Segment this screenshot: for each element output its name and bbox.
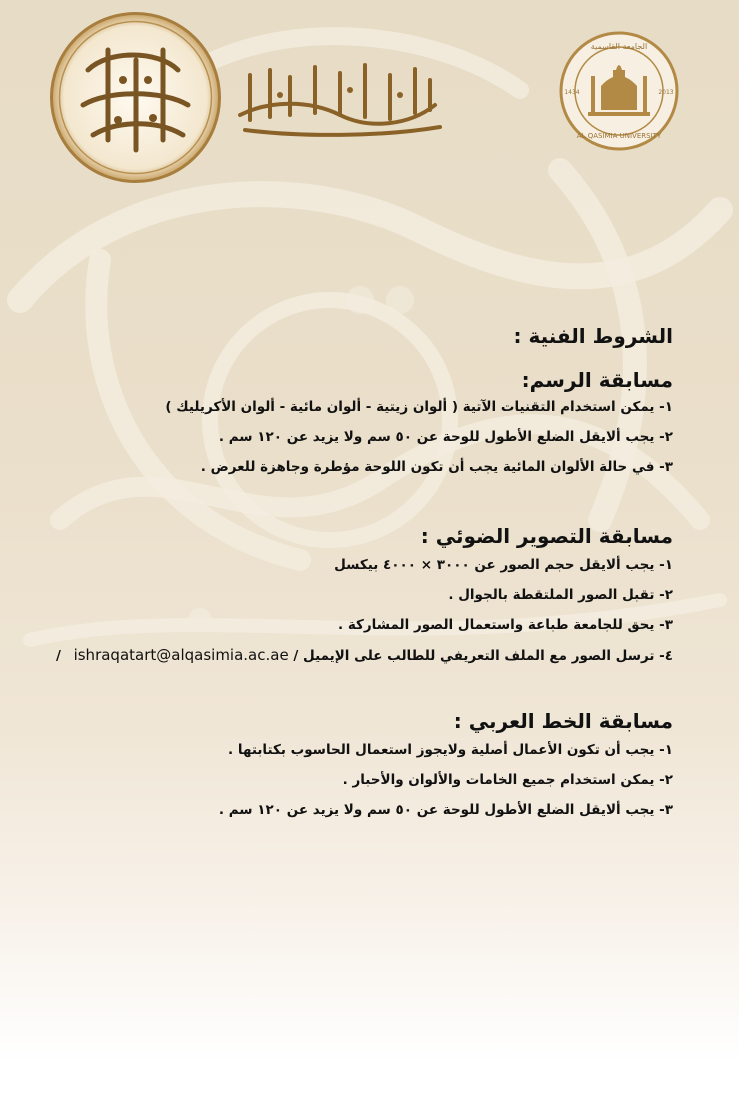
list-item: ٢- تقبل الصور الملتقطة بالجوال . — [448, 587, 673, 603]
islamic-decoration-title — [230, 55, 445, 140]
ishraqat-logo — [48, 10, 223, 185]
technical-conditions — [33, 322, 673, 831]
list-item: ٢- يمكن استخدام جميع الخامات والألوان والأحبار . — [342, 772, 673, 788]
list-item: ٢- يجب ألايقل الضلع الأطول للوحة عن ٥٠ سم ولا يزيد عن ١٢٠ سم . — [218, 429, 673, 445]
page-title: الشروط الفنية : — [513, 324, 673, 348]
list-item: ١- يجب ألايقل حجم الصور عن ٣٠٠٠ × ٤٠٠٠ بيكسل — [334, 557, 673, 573]
university-logo — [558, 30, 680, 152]
list-item: ١- يمكن استخدام التقنيات الآتية ( ألوان زيتية - ألوان مائية - ألوان الأكريليك ) — [165, 399, 673, 415]
header — [0, 0, 739, 200]
photography-competition-title: مسابقة التصوير الضوئي : — [420, 524, 673, 548]
calligraphy-competition — [33, 707, 673, 819]
list-item: ٣- في حالة الألوان المائية يجب أن تكون اللوحة مؤطرة وجاهزة للعرض . — [200, 459, 673, 475]
list-item: ٣- يجب ألايقل الضلع الأطول للوحة عن ٥٠ سم ولا يزيد عن ١٢٠ سم . — [218, 802, 673, 818]
list-item: ١- يجب أن تكون الأعمال أصلية ولايجوز استعمال الحاسوب بكتابتها . — [228, 742, 673, 758]
svg-text:2013: 2013 — [658, 89, 674, 96]
drawing-competition-title: مسابقة الرسم: — [521, 368, 673, 392]
svg-text:1434: 1434 — [564, 89, 580, 96]
svg-text:الجامعة القاسمية: الجامعة القاسمية — [590, 42, 648, 51]
email-instruction: ٤- ترسل الصور مع الملف التعريفي للطالب على الإيميل / — [293, 648, 673, 664]
svg-text:AL QASIMIA UNIVERSITY: AL QASIMIA UNIVERSITY — [576, 132, 662, 140]
drawing-competition — [33, 366, 673, 476]
photography-competition — [33, 522, 673, 665]
list-item: ٣- يحق للجامعة طباعة واستعمال الصور المشاركة . — [338, 617, 673, 633]
list-item-email — [33, 646, 673, 665]
email-suffix: / — [55, 648, 61, 664]
email-link[interactable]: ishraqatart@alqasimia.ac.ae — [73, 646, 289, 664]
calligraphy-competition-title: مسابقة الخط العربي : — [453, 709, 673, 733]
